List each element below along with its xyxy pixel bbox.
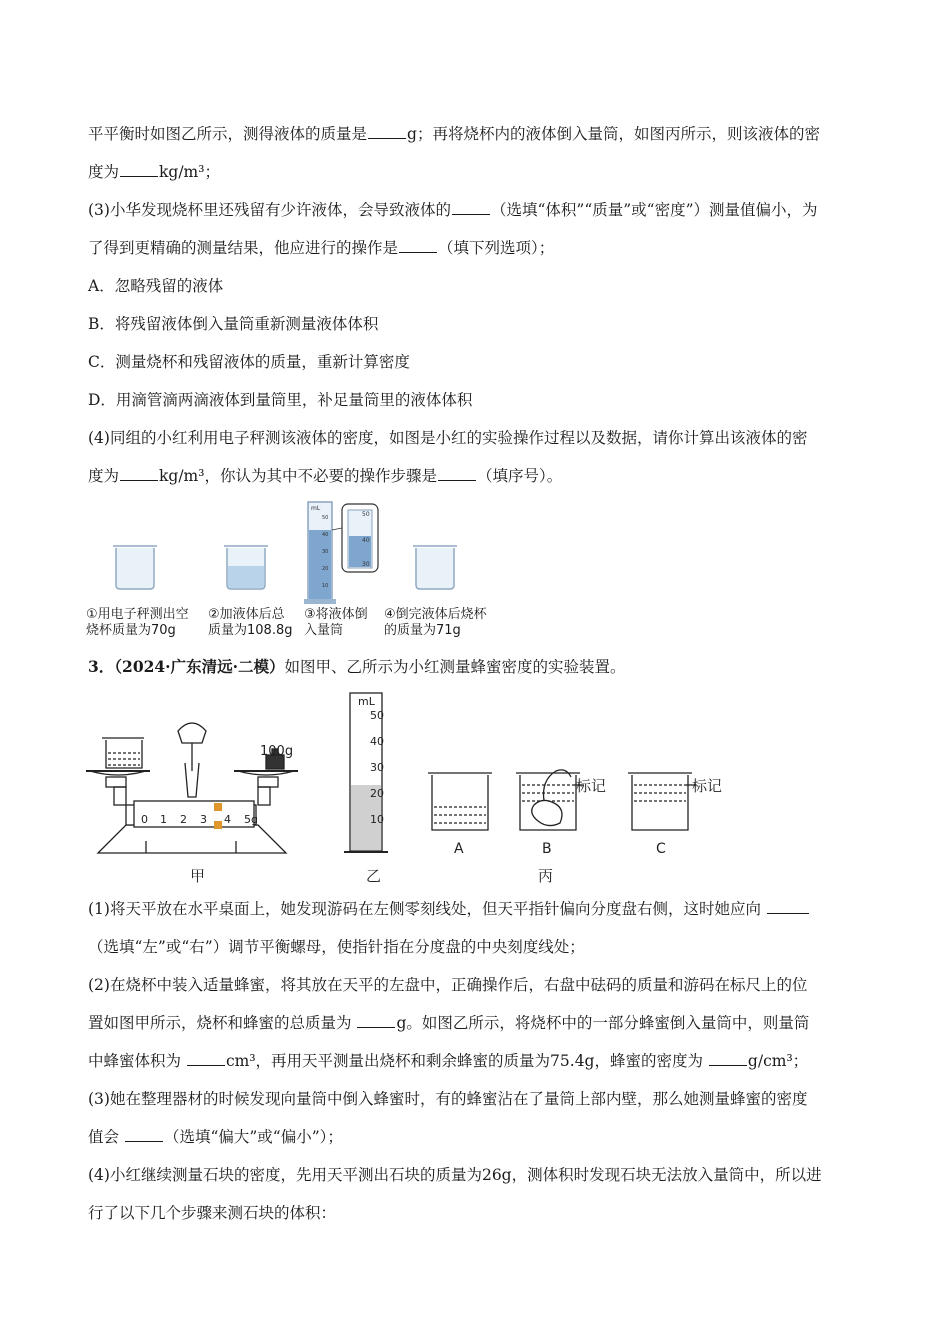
svg-text:0: 0 — [141, 813, 148, 826]
svg-text:40: 40 — [322, 532, 329, 538]
figure-liquid-density-steps — [86, 500, 506, 610]
svg-text:4: 4 — [224, 813, 231, 826]
question-3-heading: 3．（2024·广东清远·二模）如图甲、乙所示为小红测量蜂蜜密度的实验装置。 — [88, 657, 626, 676]
text-line: 平平衡时如图乙所示，测得液体的质量是 g；再将烧杯内的液体倒入量筒，如图丙所示，则该液体的密 — [88, 125, 820, 143]
text-line: 度为 kg/m³； — [88, 163, 220, 181]
text-line: (3)小华发现烧杯里还残留有少许液体，会导致液体的 （选填“体积”“质量”或“密度”）测量值偏小，为 — [88, 201, 818, 219]
answer-blank[interactable] — [709, 1051, 747, 1066]
answer-blank[interactable] — [125, 1127, 163, 1142]
text-line: (2)在烧杯中装入适量蜂蜜，将其放在天平的左盘中，正确操作后，右盘中砝码的质量和游码在标尺上的位 — [88, 976, 808, 994]
answer-blank[interactable] — [438, 466, 476, 481]
beaker-c-icon — [628, 773, 696, 830]
text-line: (4)小红继续测量石块的密度，先用天平测出石块的质量为26g，测体积时发现石块无法放入量筒中，所以进 — [88, 1166, 822, 1184]
figure-label-jia: 甲 — [190, 867, 206, 885]
cylinder-unit: mL — [311, 505, 321, 512]
answer-blank[interactable] — [452, 200, 490, 215]
text-line: 中蜂蜜体积为 cm³，再用天平测量出烧杯和剩余蜂蜜的质量为75.4g，蜂蜜的密度为 g/cm³； — [88, 1052, 809, 1070]
svg-text:2: 2 — [180, 813, 187, 826]
figure-honey-density-apparatus — [86, 685, 746, 890]
svg-text:50: 50 — [370, 709, 384, 722]
svg-text:10: 10 — [370, 813, 384, 826]
svg-text:40: 40 — [362, 537, 370, 544]
beaker-with-liquid-icon — [224, 546, 268, 589]
option-a: A．忽略残留的液体 — [88, 277, 224, 295]
beaker-b-icon — [516, 770, 584, 830]
svg-text:30: 30 — [362, 561, 370, 568]
answer-blank[interactable] — [368, 124, 406, 139]
step-caption-1: ①用电子秤测出空 烧杯质量为70g — [86, 607, 189, 638]
balance-icon — [86, 723, 298, 853]
svg-text:20: 20 — [322, 566, 329, 572]
text-line: (4)同组的小红利用电子秤测该液体的密度，如图是小红的实验操作过程以及数据，请你计算出该液体的密 — [88, 429, 808, 447]
svg-text:A: A — [454, 841, 464, 857]
answer-blank[interactable] — [399, 238, 437, 253]
empty-beaker-icon — [113, 546, 157, 589]
empty-beaker-icon — [413, 546, 457, 589]
mark-label: 标记 — [576, 777, 607, 795]
weight-label: 100g — [260, 744, 294, 759]
option-c: C．测量烧杯和残留液体的质量，重新计算密度 — [88, 353, 410, 371]
text-line: 行了以下几个步骤来测石块的体积： — [88, 1204, 337, 1222]
svg-text:50: 50 — [362, 511, 370, 518]
step-caption-4: ④倒完液体后烧杯 的质量为71g — [384, 607, 487, 638]
svg-text:40: 40 — [370, 735, 384, 748]
option-d: D．用滴管滴两滴液体到量筒里，补足量筒里的液体体积 — [88, 391, 473, 409]
text-line: 值会 （选填“偏大”或“偏小”）； — [88, 1128, 343, 1146]
svg-text:30: 30 — [370, 761, 384, 774]
text-line: （选填“左”或“右”）调节平衡螺母，使指针指在分度盘的中央刻度线处； — [88, 938, 585, 956]
text-line: (3)她在整理器材的时候发现向量筒中倒入蜂蜜时，有的蜂蜜沾在了量筒上部内壁，那么她测量蜂蜜的密度 — [88, 1090, 808, 1108]
svg-text:B: B — [542, 841, 552, 857]
answer-blank[interactable] — [120, 162, 158, 177]
text-line: 度为 kg/m³，你认为其中不必要的操作步骤是 （填序号）。 — [88, 467, 563, 485]
answer-blank[interactable] — [187, 1051, 225, 1066]
answer-blank[interactable] — [120, 466, 158, 481]
svg-text:C: C — [656, 841, 666, 857]
step-caption-3: ③将液体倒 入量筒 — [304, 607, 368, 638]
svg-text:10: 10 — [322, 583, 329, 589]
text-line: 置如图甲所示，烧杯和蜂蜜的总质量为 g。如图乙所示，将烧杯中的一部分蜂蜜倒入量筒中，则量筒 — [88, 1014, 810, 1032]
answer-blank[interactable] — [357, 1013, 395, 1028]
beaker-a-icon — [428, 773, 492, 830]
option-b: B．将残留液体倒入量筒重新测量液体体积 — [88, 315, 379, 333]
svg-text:30: 30 — [322, 549, 329, 555]
figure-label-yi: 乙 — [366, 867, 382, 885]
step-caption-2: ②加液体后总 质量为108.8g — [208, 607, 293, 638]
text-line: (1)将天平放在水平桌面上，她发现游码在左侧零刻线处，但天平指针偏向分度盘右侧，这时她应向 — [88, 899, 810, 919]
svg-text:20: 20 — [370, 787, 384, 800]
text-line: 了得到更精确的测量结果，他应进行的操作是 （填下列选项）； — [88, 239, 555, 257]
svg-text:1: 1 — [160, 813, 167, 826]
svg-text:5g: 5g — [244, 813, 258, 826]
answer-blank[interactable] — [767, 899, 809, 914]
figure-label-bing: 丙 — [538, 867, 554, 885]
svg-text:50: 50 — [322, 515, 329, 521]
zoom-bubble — [332, 504, 378, 572]
mark-label: 标记 — [692, 777, 723, 795]
graduated-cylinder-icon — [304, 502, 336, 604]
svg-text:mL: mL — [358, 695, 375, 708]
svg-text:3: 3 — [200, 813, 207, 826]
